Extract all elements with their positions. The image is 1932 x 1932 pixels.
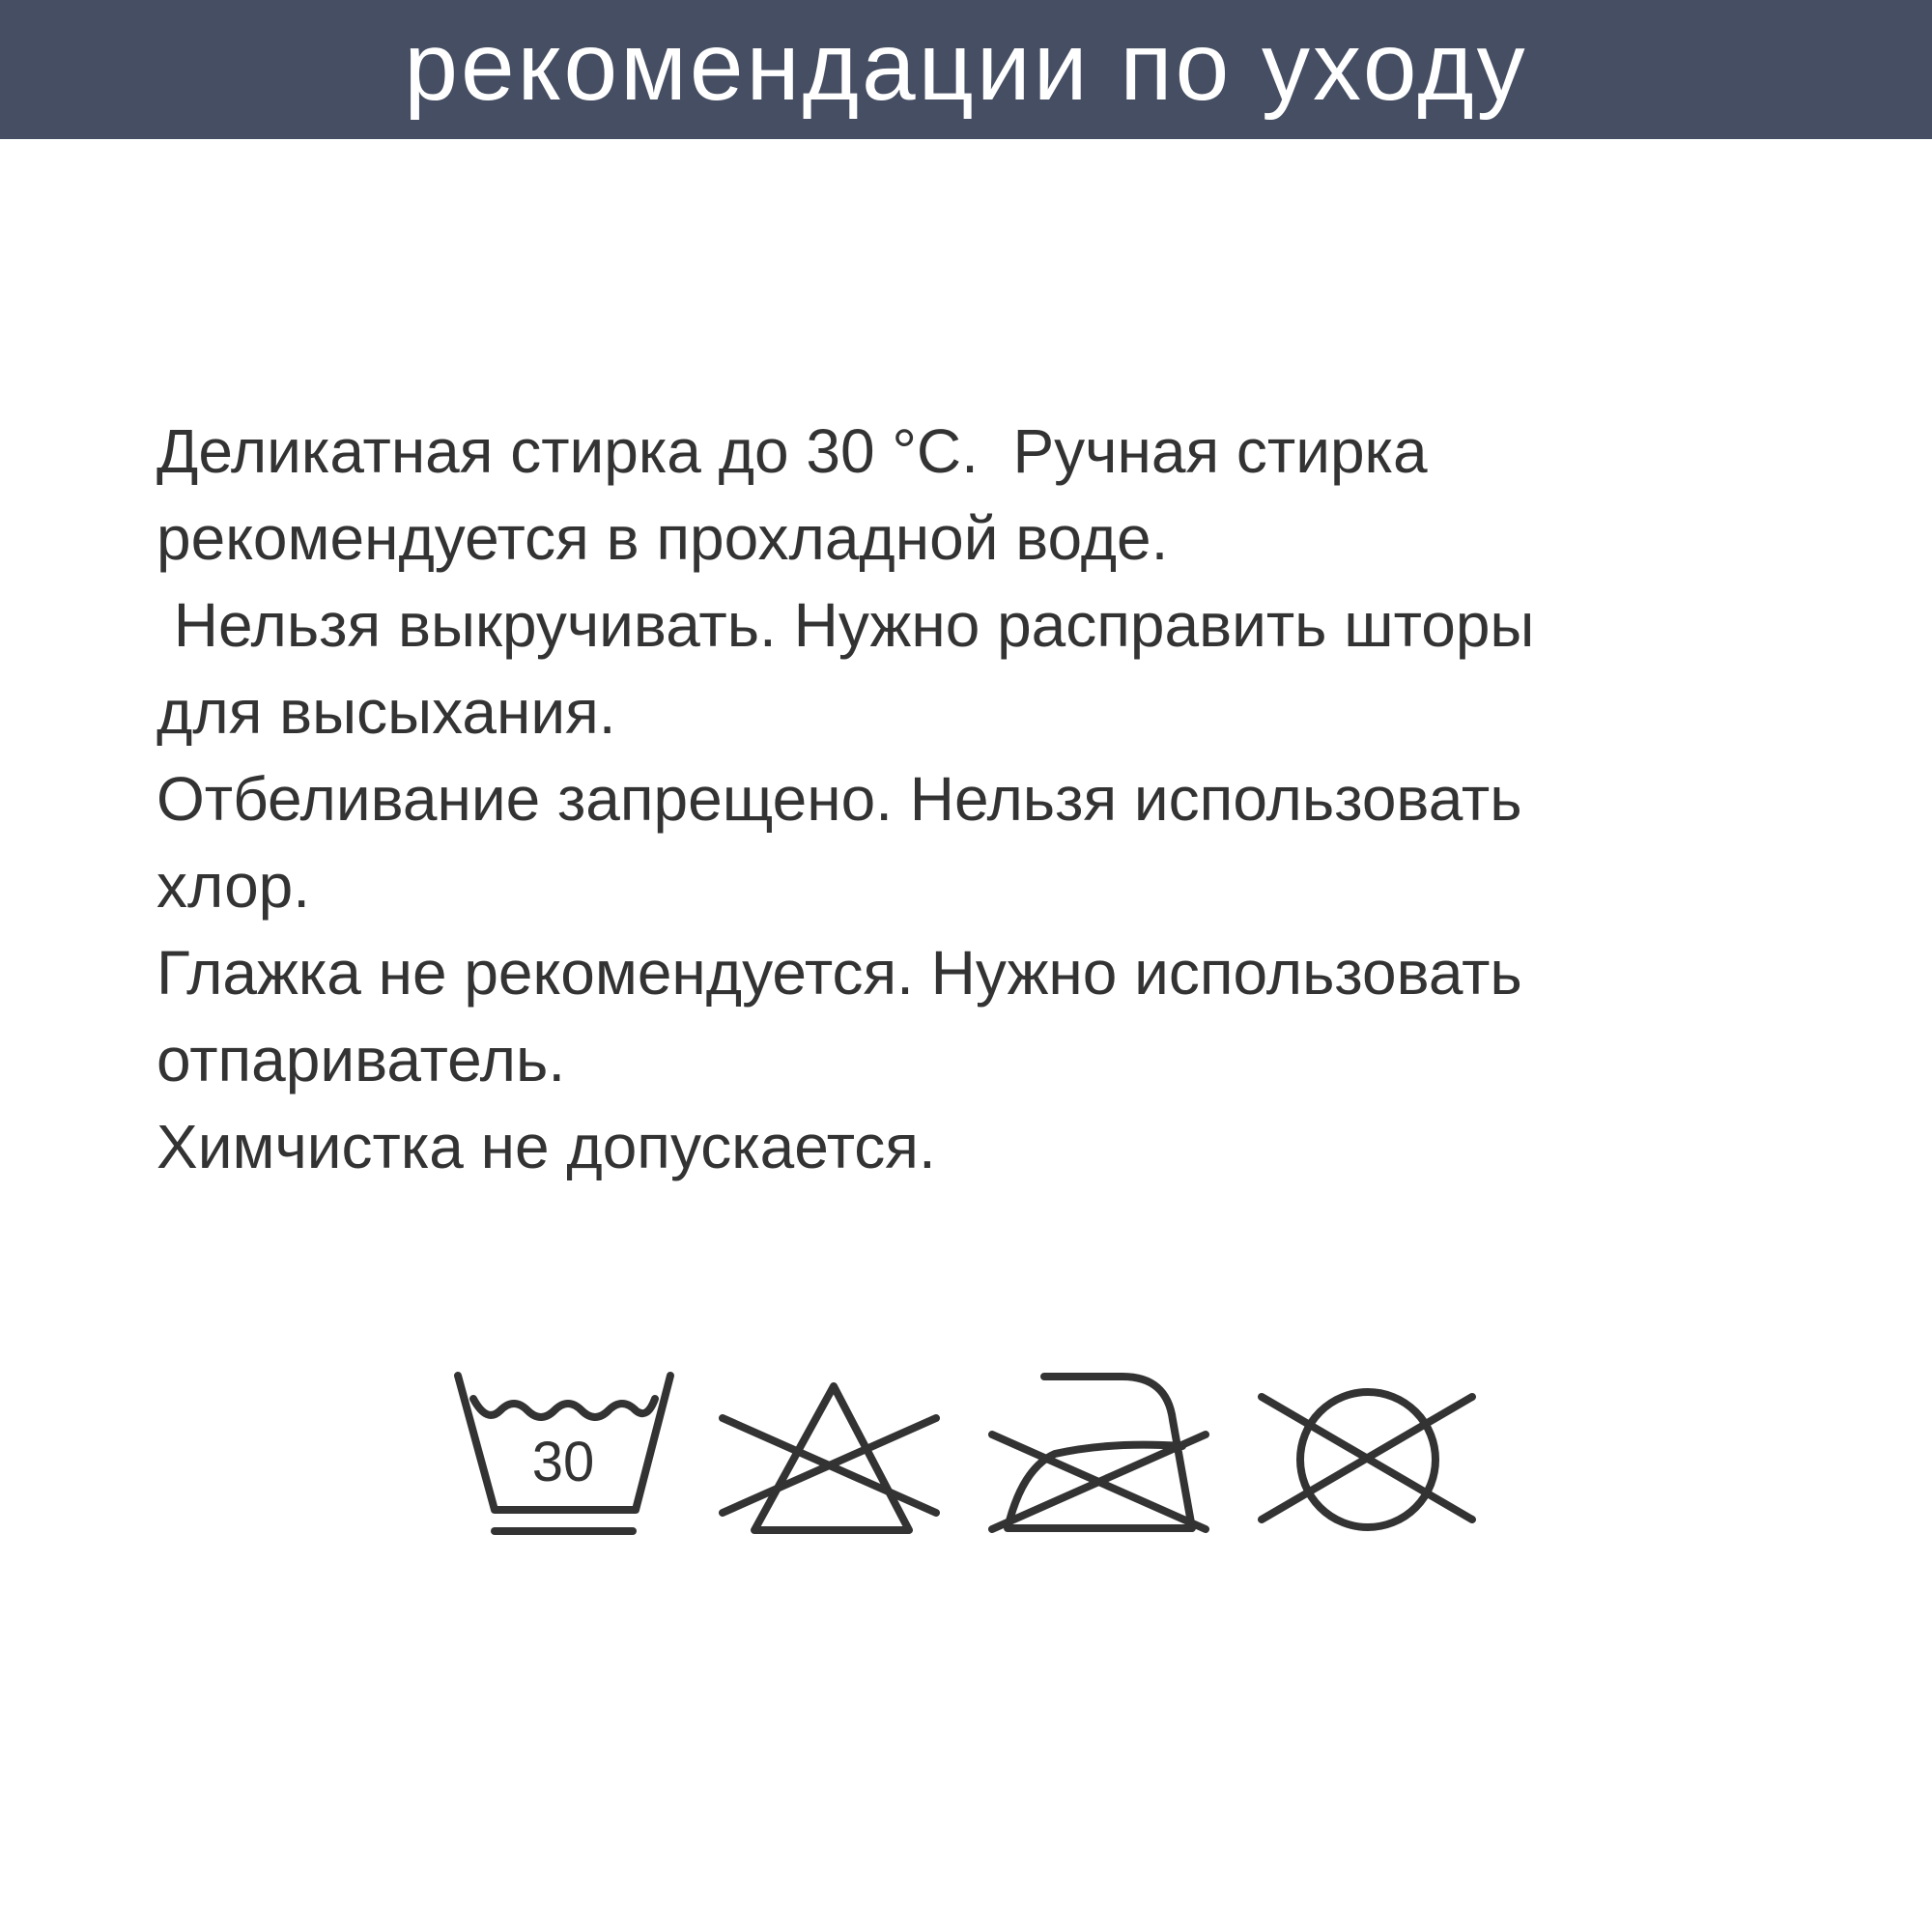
care-instructions bbox=[156, 408, 1818, 1190]
wash-temperature-label: 30 bbox=[531, 1431, 595, 1493]
no-iron-icon bbox=[992, 1377, 1206, 1529]
care-line: хлор. bbox=[156, 851, 311, 921]
care-line: Химчистка не допускается. bbox=[156, 1112, 936, 1181]
care-line: рекомендуется в прохладной воде. bbox=[156, 503, 1169, 573]
care-line: Деликатная стирка до 30 °С. Ручная стирка bbox=[156, 416, 1428, 486]
header-bar bbox=[0, 0, 1932, 139]
care-line: Глажка не рекомендуется. Нужно использовать bbox=[156, 938, 1522, 1008]
care-line: Нельзя выкручивать. Нужно расправить шторы bbox=[156, 590, 1535, 660]
care-line: Отбеливание запрещено. Нельзя использовать bbox=[156, 764, 1522, 834]
wash-30-icon bbox=[458, 1376, 670, 1531]
care-line: отпариватель. bbox=[156, 1025, 566, 1094]
care-line: для высыхания. bbox=[156, 677, 616, 747]
no-dry-clean-icon bbox=[1262, 1392, 1472, 1527]
no-bleach-icon bbox=[723, 1386, 936, 1530]
care-icons-row bbox=[0, 1352, 1932, 1565]
care-icons-svg bbox=[0, 1352, 1932, 1565]
page-title: рекомендации по уходу bbox=[404, 13, 1528, 121]
bleach-triangle bbox=[754, 1386, 909, 1530]
wash-water-wave bbox=[473, 1399, 655, 1417]
